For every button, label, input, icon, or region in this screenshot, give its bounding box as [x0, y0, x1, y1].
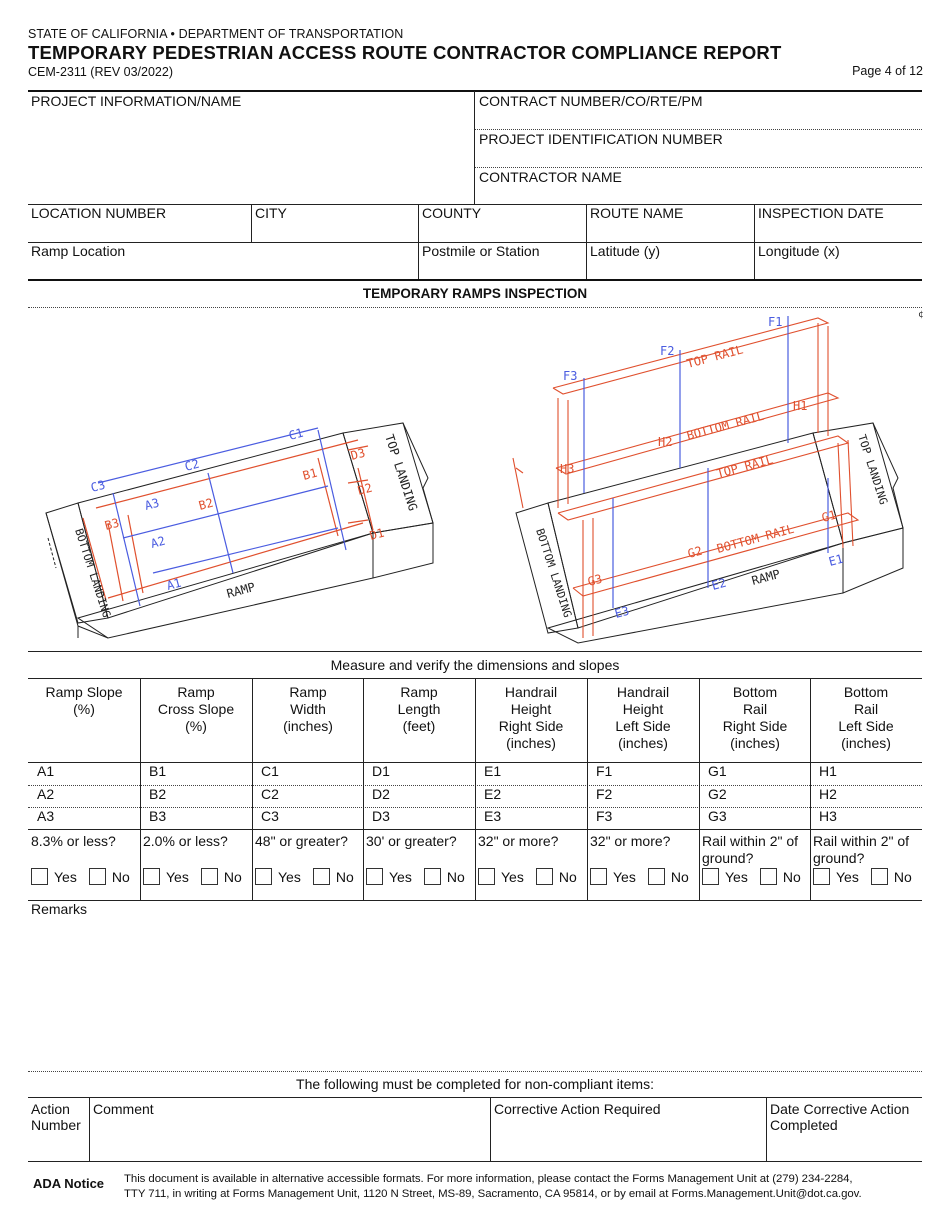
svg-text:H2: H2 — [658, 435, 673, 449]
no-checkbox[interactable] — [760, 868, 777, 885]
contractor-name-field[interactable]: CONTRACTOR NAME — [479, 169, 622, 185]
svg-text:A2: A2 — [149, 533, 167, 551]
rule — [28, 1071, 922, 1072]
form-title: TEMPORARY PEDESTRIAN ACCESS ROUTE CONTRACTOR COMPLIANCE REPORT — [28, 42, 782, 63]
measurement-cell[interactable]: H2 — [819, 786, 837, 802]
svg-text:TOP LANDING: TOP LANDING — [855, 432, 891, 507]
measurement-cell[interactable]: F1 — [596, 763, 613, 779]
no-checkbox[interactable] — [424, 868, 441, 885]
no-checkbox[interactable] — [648, 868, 665, 885]
yes-label: Yes — [725, 868, 748, 885]
rule — [28, 900, 922, 901]
rule — [28, 1161, 922, 1162]
latitude-field[interactable]: Latitude (y) — [590, 243, 661, 259]
svg-text:E1: E1 — [827, 551, 845, 569]
location-number-field[interactable]: LOCATION NUMBER — [31, 205, 167, 221]
svg-text:H3: H3 — [560, 462, 575, 476]
no-label: No — [111, 868, 130, 885]
postmile-field[interactable]: Postmile or Station — [422, 243, 540, 259]
measurement-cell[interactable]: A3 — [37, 808, 55, 824]
svg-text:B1: B1 — [301, 465, 319, 483]
measurement-cell[interactable]: A2 — [37, 786, 55, 802]
measurement-cell[interactable]: B1 — [149, 763, 167, 779]
no-checkbox[interactable] — [536, 868, 553, 885]
project-info-field[interactable]: PROJECT INFORMATION/NAME — [31, 93, 242, 109]
form-number: CEM-2311 (REV 03/2022) — [28, 65, 173, 79]
no-label: No — [558, 868, 577, 885]
svg-text:BOTTOM RAIL: BOTTOM RAIL — [685, 408, 766, 443]
measurement-cell[interactable]: B3 — [149, 808, 167, 824]
yes-checkbox[interactable] — [478, 868, 495, 885]
yes-no-group — [143, 868, 242, 885]
project-id-field[interactable]: PROJECT IDENTIFICATION NUMBER — [479, 131, 723, 147]
divider — [490, 1098, 491, 1161]
section-title: TEMPORARY RAMPS INSPECTION — [362, 286, 588, 301]
yes-label: Yes — [613, 868, 636, 885]
measurement-cell[interactable]: E1 — [484, 763, 502, 779]
measurement-cell[interactable]: C3 — [261, 808, 279, 824]
measurement-cell[interactable]: F2 — [596, 786, 613, 802]
no-label: No — [782, 868, 801, 885]
action-number-field[interactable]: Action Number — [31, 1101, 81, 1133]
corner-mark: ¢ — [918, 310, 924, 320]
yes-label: Yes — [54, 868, 77, 885]
contract-number-field[interactable]: CONTRACT NUMBER/CO/RTE/PM — [479, 93, 703, 109]
svg-text:F1: F1 — [768, 315, 783, 329]
city-field[interactable]: CITY — [255, 205, 287, 221]
yes-label: Yes — [501, 868, 524, 885]
measurement-cell[interactable]: C1 — [261, 763, 279, 779]
yes-label: Yes — [278, 868, 301, 885]
yes-no-group — [255, 868, 354, 885]
column-header: Bottom Rail Left Side (inches) — [838, 684, 894, 751]
svg-text:H1: H1 — [793, 399, 808, 413]
svg-text:E3: E3 — [613, 603, 631, 621]
measurement-cell[interactable]: A1 — [37, 763, 55, 779]
yes-checkbox[interactable] — [31, 868, 48, 885]
column-header: Bottom Rail Right Side (inches) — [722, 684, 788, 751]
measurement-cell[interactable]: E2 — [484, 786, 502, 802]
measurement-cell[interactable]: C2 — [261, 786, 279, 802]
svg-text:G1: G1 — [820, 507, 838, 525]
yes-label: Yes — [836, 868, 859, 885]
measurement-cell[interactable]: H1 — [819, 763, 837, 779]
measurement-cell[interactable]: D3 — [372, 808, 390, 824]
svg-text:D2: D2 — [356, 480, 374, 498]
svg-text:C1: C1 — [287, 425, 305, 443]
divider — [251, 204, 252, 242]
yes-no-group — [813, 868, 912, 885]
rule — [28, 279, 922, 281]
yes-label: Yes — [166, 868, 189, 885]
svg-text:TOP RAIL: TOP RAIL — [685, 342, 745, 371]
yes-checkbox[interactable] — [813, 868, 830, 885]
longitude-field[interactable]: Longitude (x) — [758, 243, 840, 259]
measurement-cell[interactable]: F3 — [596, 808, 613, 824]
svg-text:BOTTOM LANDING: BOTTOM LANDING — [533, 526, 575, 620]
svg-text:G2: G2 — [686, 543, 704, 561]
noncompliant-title: The following must be completed for non-compliant items: — [296, 1076, 654, 1092]
svg-text:A3: A3 — [143, 495, 161, 513]
svg-text:D1: D1 — [368, 525, 386, 543]
left-blue-lines — [98, 425, 346, 606]
rule — [28, 90, 922, 92]
measurement-cell[interactable]: D2 — [372, 786, 390, 802]
svg-text:E2: E2 — [710, 575, 728, 593]
no-checkbox[interactable] — [89, 868, 106, 885]
remarks-label[interactable]: Remarks — [31, 901, 88, 917]
requirement-label: Rail within 2" of ground? — [813, 833, 910, 866]
column-header: Ramp Length (feet) — [397, 684, 441, 734]
route-name-field[interactable]: ROUTE NAME — [590, 205, 684, 221]
svg-text:G3: G3 — [586, 571, 604, 589]
left-red-lines — [83, 440, 373, 601]
svg-text:BOTTOM LANDING: BOTTOM LANDING — [72, 526, 114, 620]
yes-checkbox[interactable] — [143, 868, 160, 885]
svg-text:RAMP: RAMP — [750, 566, 782, 588]
measurement-cell[interactable]: E3 — [484, 808, 502, 824]
svg-text:A1: A1 — [165, 575, 183, 593]
no-label: No — [223, 868, 242, 885]
requirement-label: 8.3% or less? — [31, 833, 116, 849]
requirement-label: 2.0% or less? — [143, 833, 228, 849]
rule — [28, 651, 922, 652]
measure-title: Measure and verify the dimensions and slopes — [330, 657, 620, 673]
yes-checkbox[interactable] — [590, 868, 607, 885]
svg-text:TOP LANDING: TOP LANDING — [382, 432, 421, 513]
no-label: No — [446, 868, 465, 885]
measurement-cell[interactable]: B2 — [149, 786, 167, 802]
no-checkbox[interactable] — [201, 868, 218, 885]
right-red-labels — [560, 342, 838, 588]
rule — [475, 129, 922, 130]
measurement-cell[interactable]: G1 — [708, 763, 727, 779]
yes-checkbox[interactable] — [255, 868, 272, 885]
yes-label: Yes — [389, 868, 412, 885]
svg-text:D3: D3 — [349, 445, 367, 463]
svg-text:F3: F3 — [563, 369, 578, 383]
measurement-cell[interactable]: D1 — [372, 763, 390, 779]
rule — [28, 1097, 922, 1098]
divider — [766, 1098, 767, 1161]
county-field[interactable]: COUNTY — [422, 205, 482, 221]
inspection-date-field[interactable]: INSPECTION DATE — [758, 205, 884, 221]
svg-text:C3: C3 — [89, 477, 107, 495]
rule — [475, 167, 922, 168]
comment-field[interactable]: Comment — [93, 1101, 154, 1117]
no-checkbox[interactable] — [871, 868, 888, 885]
no-label: No — [893, 868, 912, 885]
yes-no-group — [366, 868, 465, 885]
left-blue-labels — [89, 426, 305, 593]
requirement-label: 30' or greater? — [366, 833, 457, 849]
svg-text:TOP RAIL: TOP RAIL — [715, 452, 775, 481]
requirement-label: 48" or greater? — [255, 833, 348, 849]
requirement-label: 32" or more? — [590, 833, 671, 849]
column-header: Ramp Slope (%) — [45, 684, 123, 717]
ramp-location-field[interactable]: Ramp Location — [31, 243, 126, 259]
column-header: Ramp Cross Slope (%) — [157, 684, 235, 734]
yes-no-group — [478, 868, 577, 885]
divider — [89, 1098, 90, 1161]
yes-no-group — [31, 868, 130, 885]
column-header: Ramp Width (inches) — [283, 684, 333, 734]
left-black-labels — [72, 433, 420, 620]
ada-text: This document is available in alternative accessible formats. For more information, please contact the Forms Management Unit at (279) 234-2284, TTY 711, in writing at Forms Management Unit, 1120 N Street, MS-89, Sacramento, CA 95814, or by email at Forms.Management.Unit@dot.ca.gov. — [124, 1173, 862, 1200]
yes-checkbox[interactable] — [702, 868, 719, 885]
requirement-label: Rail within 2" of ground? — [702, 833, 799, 866]
yes-no-group — [702, 868, 801, 885]
corrective-action-field[interactable]: Corrective Action Required — [494, 1101, 661, 1117]
svg-text:BOTTOM RAIL: BOTTOM RAIL — [715, 521, 796, 556]
svg-text:RAMP: RAMP — [225, 579, 257, 601]
svg-text:B2: B2 — [197, 495, 215, 513]
ramp-diagrams — [28, 308, 922, 650]
no-checkbox[interactable] — [313, 868, 330, 885]
yes-no-group — [590, 868, 689, 885]
requirement-label: 32" or more? — [478, 833, 559, 849]
svg-text:C2: C2 — [183, 456, 201, 474]
yes-checkbox[interactable] — [366, 868, 383, 885]
no-label: No — [335, 868, 354, 885]
right-ramp-diagram — [516, 423, 903, 643]
agency-line: STATE OF CALIFORNIA • DEPARTMENT OF TRANSPORTATION — [28, 27, 404, 41]
divider — [474, 91, 475, 204]
measurement-cell[interactable]: G3 — [708, 808, 727, 824]
column-header: Handrail Height Left Side (inches) — [615, 684, 671, 751]
svg-text:F2: F2 — [660, 344, 675, 358]
date-completed-field[interactable]: Date Corrective Action Completed — [770, 1101, 910, 1133]
svg-text:B3: B3 — [103, 515, 121, 533]
no-label: No — [670, 868, 689, 885]
page-number: Page 4 of 12 — [852, 64, 923, 78]
measurement-cell[interactable]: G2 — [708, 786, 727, 802]
ada-heading: ADA Notice — [33, 1176, 105, 1191]
measurement-cell[interactable]: H3 — [819, 808, 837, 824]
column-header: Handrail Height Right Side (inches) — [498, 684, 564, 751]
